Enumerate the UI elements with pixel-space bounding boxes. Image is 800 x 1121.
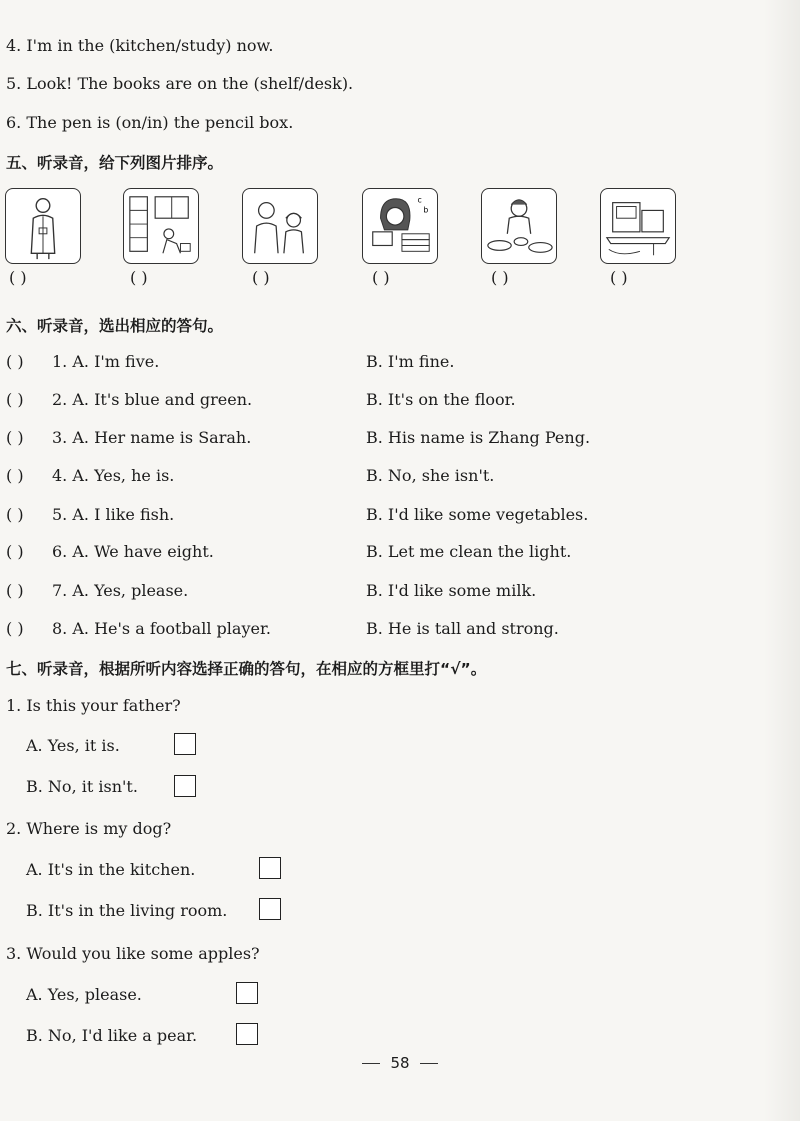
doctor-icon: [6, 189, 80, 263]
page-number: [0, 1054, 800, 1072]
fill-line-4: 4. I'm in the (kitchen/study) now.: [6, 36, 274, 55]
picture-boy-eating: [481, 188, 557, 264]
option-a: 1. A. I'm five.: [52, 352, 160, 371]
question-3-option-a: A. Yes, please.: [26, 985, 142, 1004]
girl-reading-icon: [363, 189, 437, 263]
option-b: B. He is tall and strong.: [366, 619, 559, 638]
fill-line-6: 6. The pen is (on/in) the pencil box.: [6, 113, 294, 132]
picture-desk-with-books: [600, 188, 676, 264]
order-blank-2[interactable]: ( ): [130, 268, 148, 287]
section-6-title: 六、听录音，选出相应的答句。: [6, 317, 224, 335]
page-number-dash-right: [420, 1063, 438, 1064]
section-5-title: 五、听录音，给下列图片排序。: [6, 154, 224, 172]
choice-row-3: [6, 428, 786, 452]
question-3-checkbox-a[interactable]: [236, 982, 258, 1004]
question-3-option-b: B. No, I'd like a pear.: [26, 1026, 198, 1045]
option-b: B. It's on the floor.: [366, 390, 516, 409]
option-a: 3. A. Her name is Sarah.: [52, 428, 252, 447]
answer-blank[interactable]: ( ): [6, 619, 24, 638]
question-1-checkbox-b[interactable]: [174, 775, 196, 797]
svg-text:c: c: [417, 195, 422, 205]
answer-blank[interactable]: ( ): [6, 352, 24, 371]
choice-row-2: [6, 390, 786, 414]
order-blank-3[interactable]: ( ): [252, 268, 270, 287]
option-a: 6. A. We have eight.: [52, 542, 214, 561]
picture-study-room: [123, 188, 199, 264]
option-b: B. No, she isn't.: [366, 466, 495, 485]
option-b: B. I'd like some vegetables.: [366, 505, 589, 524]
choice-row-4: [6, 466, 786, 490]
option-a: 5. A. I like fish.: [52, 505, 175, 524]
option-b: B. I'd like some milk.: [366, 581, 537, 600]
question-3: 3. Would you like some apples?: [6, 944, 260, 963]
choice-row-1: [6, 352, 786, 376]
option-a: 2. A. It's blue and green.: [52, 390, 253, 409]
question-1-checkbox-a[interactable]: [174, 733, 196, 755]
fill-line-5: 5. Look! The books are on the (shelf/desk).: [6, 74, 354, 93]
question-2-checkbox-a[interactable]: [259, 857, 281, 879]
question-1-option-a: A. Yes, it is.: [26, 736, 120, 755]
answer-blank[interactable]: ( ): [6, 581, 24, 600]
answer-blank[interactable]: ( ): [6, 428, 24, 447]
choice-row-5: [6, 505, 786, 529]
picture-girl-reading: [362, 188, 438, 264]
order-blank-6[interactable]: ( ): [610, 268, 628, 287]
question-3-checkbox-b[interactable]: [236, 1023, 258, 1045]
question-2-checkbox-b[interactable]: [259, 898, 281, 920]
question-1: 1. Is this your father?: [6, 696, 181, 715]
answer-blank[interactable]: ( ): [6, 390, 24, 409]
order-blank-5[interactable]: ( ): [491, 268, 509, 287]
order-blank-1[interactable]: ( ): [9, 268, 27, 287]
picture-two-children: [242, 188, 318, 264]
option-a: 4. A. Yes, he is.: [52, 466, 175, 485]
option-b: B. His name is Zhang Peng.: [366, 428, 591, 447]
option-a: 8. A. He's a football player.: [52, 619, 271, 638]
answer-blank[interactable]: ( ): [6, 466, 24, 485]
section-7-title: 七、听录音，根据所听内容选择正确的答句，在相应的方框里打“√”。: [6, 660, 487, 678]
picture-doctor: [5, 188, 81, 264]
question-2: 2. Where is my dog?: [6, 819, 172, 838]
order-blank-4[interactable]: ( ): [372, 268, 390, 287]
page-number-value: 58: [390, 1054, 410, 1072]
boy-eating-icon: [482, 189, 556, 263]
study-room-icon: [124, 189, 198, 263]
choice-row-7: [6, 581, 786, 605]
answer-blank[interactable]: ( ): [6, 505, 24, 524]
page-number-dash-left: [362, 1063, 380, 1064]
question-1-option-b: B. No, it isn't.: [26, 777, 138, 796]
desk-with-books-icon: [601, 189, 675, 263]
svg-text:b: b: [423, 205, 429, 215]
question-2-option-a: A. It's in the kitchen.: [26, 860, 196, 879]
question-2-option-b: B. It's in the living room.: [26, 901, 228, 920]
answer-blank[interactable]: ( ): [6, 542, 24, 561]
option-a: 7. A. Yes, please.: [52, 581, 189, 600]
option-b: B. I'm fine.: [366, 352, 455, 371]
option-b: B. Let me clean the light.: [366, 542, 572, 561]
choice-row-8: [6, 619, 786, 643]
choice-row-6: [6, 542, 786, 566]
two-children-icon: [243, 189, 317, 263]
